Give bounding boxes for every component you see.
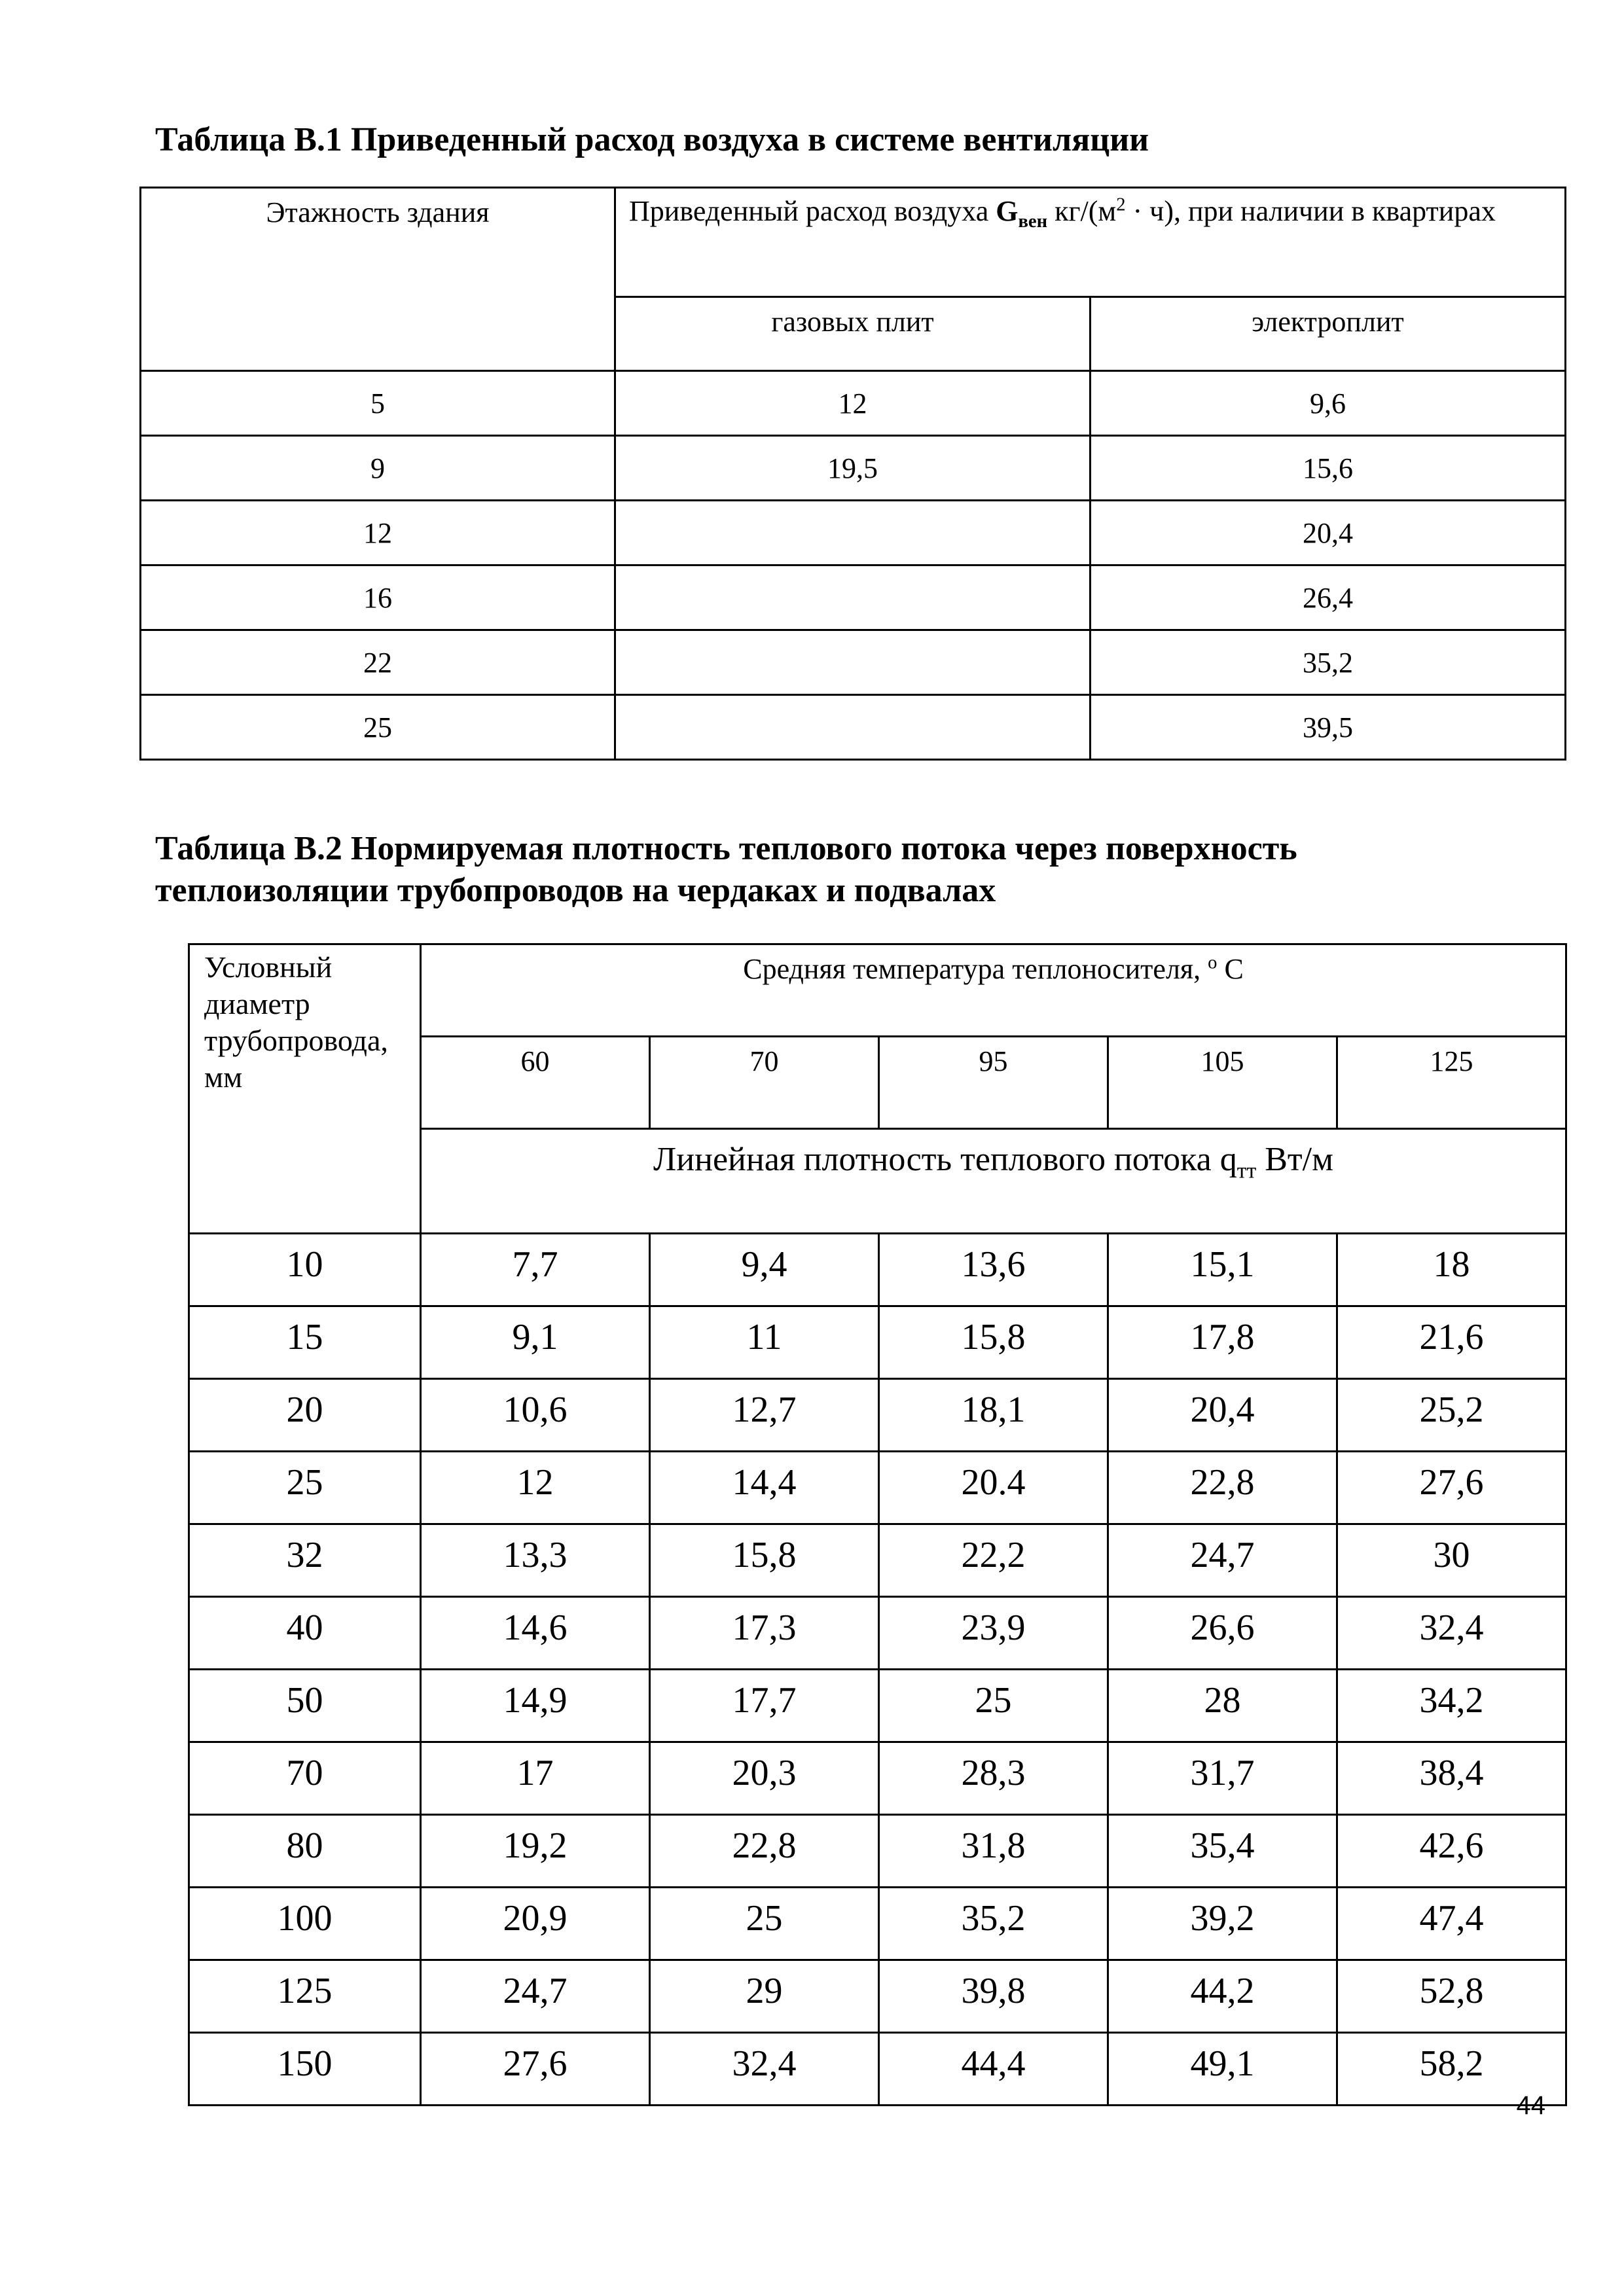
- table2-row: [189, 1524, 1566, 1597]
- table2: [188, 943, 1567, 2106]
- table1-cell-electric: 15,6: [1091, 436, 1566, 501]
- table1-cell-gas: [615, 630, 1091, 695]
- table1: [139, 187, 1566, 761]
- table1-cell-gas: 12: [615, 371, 1091, 436]
- table2-cell-diameter: 25: [189, 1452, 421, 1524]
- table1-cell-electric: 20,4: [1091, 501, 1566, 565]
- table2-cell-value: 9,1: [421, 1306, 650, 1379]
- table1-cell-gas: [615, 501, 1091, 565]
- table2-cell-diameter: 32: [189, 1524, 421, 1597]
- table2-cell-value: 13,6: [879, 1234, 1108, 1306]
- table2-cell-value: 24,7: [1108, 1524, 1337, 1597]
- table2-cell-value: 13,3: [421, 1524, 650, 1597]
- table2-cell-value: 22,2: [879, 1524, 1108, 1597]
- table1-row: [141, 501, 1566, 565]
- table2-cell-value: 31,7: [1108, 1742, 1337, 1815]
- table2-cell-diameter: 40: [189, 1597, 421, 1670]
- table2-row: [189, 1888, 1566, 1960]
- table2-cell-diameter: 10: [189, 1234, 421, 1306]
- table2-row: [189, 1815, 1566, 1888]
- table2-cell-value: 47,4: [1337, 1888, 1566, 1960]
- table2-cell-value: 25: [879, 1670, 1108, 1742]
- table2-cell-value: 21,6: [1337, 1306, 1566, 1379]
- table2-cell-value: 58,2: [1337, 2033, 1566, 2106]
- table2-cell-value: 7,7: [421, 1234, 650, 1306]
- table2-col-temperature: Средняя температура теплоносителя, $^o$ С: [421, 944, 1566, 1037]
- table1-title: Таблица В.1 Приведенный расход воздуха в системе вентиляции: [155, 121, 1149, 158]
- table2-cell-value: 17,8: [1108, 1306, 1337, 1379]
- table2-cell-diameter: 150: [189, 2033, 421, 2106]
- table2-cell-value: 12,7: [650, 1379, 879, 1452]
- table2-cell-value: 31,8: [879, 1815, 1108, 1888]
- table1-col-floors: Этажность здания: [141, 188, 615, 371]
- table2-cell-value: 44,4: [879, 2033, 1108, 2106]
- table1-row: [141, 436, 1566, 501]
- table2-cell-value: 14,9: [421, 1670, 650, 1742]
- table1-col-electric: электроплит: [1091, 297, 1566, 371]
- table2-cell-value: 14,6: [421, 1597, 650, 1670]
- table2-temperature-header: 60: [421, 1037, 650, 1129]
- table2-cell-value: 15,8: [879, 1306, 1108, 1379]
- table1-cell-floors: 5: [141, 371, 615, 436]
- table2-cell-value: 27,6: [421, 2033, 650, 2106]
- table2-cell-value: 17,3: [650, 1597, 879, 1670]
- table2-cell-value: 22,8: [650, 1815, 879, 1888]
- table2-cell-diameter: 100: [189, 1888, 421, 1960]
- page-number: 44: [1516, 2091, 1545, 2120]
- table2-cell-value: 17,7: [650, 1670, 879, 1742]
- table2-cell-value: 39,8: [879, 1960, 1108, 2033]
- table2-col-diameter: Условный диаметр трубопровода, мм: [189, 944, 421, 1234]
- table1-row: [141, 565, 1566, 630]
- table1-row: [141, 371, 1566, 436]
- table2-cell-value: 39,2: [1108, 1888, 1337, 1960]
- table1-cell-floors: 22: [141, 630, 615, 695]
- table2-cell-value: 24,7: [421, 1960, 650, 2033]
- table2-cell-value: 32,4: [650, 2033, 879, 2106]
- table2-row: [189, 1234, 1566, 1306]
- table2-temperature-header: 125: [1337, 1037, 1566, 1129]
- table2-cell-value: 44,2: [1108, 1960, 1337, 2033]
- table2-cell-value: 17: [421, 1742, 650, 1815]
- table1-cell-gas: 19,5: [615, 436, 1091, 501]
- table2-row: [189, 1379, 1566, 1452]
- table2-cell-value: 28: [1108, 1670, 1337, 1742]
- table1-cell-floors: 12: [141, 501, 615, 565]
- table2-cell-value: 14,4: [650, 1452, 879, 1524]
- table1-cell-floors: 9: [141, 436, 615, 501]
- table2-temperature-header: 70: [650, 1037, 879, 1129]
- table1-cell-electric: 39,5: [1091, 695, 1566, 760]
- table2-cell-value: 15,1: [1108, 1234, 1337, 1306]
- table2-cell-diameter: 80: [189, 1815, 421, 1888]
- table2-cell-value: 27,6: [1337, 1452, 1566, 1524]
- table1-col-gas: газовых плит: [615, 297, 1091, 371]
- table2-cell-value: 22,8: [1108, 1452, 1337, 1524]
- table1-cell-electric: 26,4: [1091, 565, 1566, 630]
- table1-cell-electric: 35,2: [1091, 630, 1566, 695]
- table2-cell-diameter: 50: [189, 1670, 421, 1742]
- table2-cell-value: 25: [650, 1888, 879, 1960]
- table1-cell-gas: [615, 565, 1091, 630]
- table2-col-linear-density: Линейная плотность теплового потока $q_{тт}$ Вт/м: [421, 1129, 1566, 1234]
- table2-cell-value: 18: [1337, 1234, 1566, 1306]
- table2-cell-value: 30: [1337, 1524, 1566, 1597]
- table2-cell-diameter: 15: [189, 1306, 421, 1379]
- table2-row: [189, 1742, 1566, 1815]
- table1-cell-floors: 25: [141, 695, 615, 760]
- table2-temperature-header: 95: [879, 1037, 1108, 1129]
- table2-cell-value: 15,8: [650, 1524, 879, 1597]
- table2-cell-value: 35,2: [879, 1888, 1108, 1960]
- table2-cell-value: 9,4: [650, 1234, 879, 1306]
- table2-row: [189, 1597, 1566, 1670]
- table2-row: [189, 1960, 1566, 2033]
- table2-cell-value: 20,3: [650, 1742, 879, 1815]
- table2-row: [189, 1306, 1566, 1379]
- table1-row: [141, 630, 1566, 695]
- table2-cell-value: 25,2: [1337, 1379, 1566, 1452]
- table1-cell-electric: 9,6: [1091, 371, 1566, 436]
- table2-row: [189, 2033, 1566, 2106]
- table2-cell-value: 20,4: [1108, 1379, 1337, 1452]
- table2-cell-value: 38,4: [1337, 1742, 1566, 1815]
- table2-cell-value: 32,4: [1337, 1597, 1566, 1670]
- table2-title: Таблица В.2 Нормируемая плотность теплового потока через поверхность теплоизоляции трубопроводов на чердаках и подвалах: [155, 830, 1297, 909]
- table2-cell-value: 26,6: [1108, 1597, 1337, 1670]
- table2-row: [189, 1452, 1566, 1524]
- table2-cell-diameter: 70: [189, 1742, 421, 1815]
- table2-cell-value: 18,1: [879, 1379, 1108, 1452]
- table2-temperature-header: 105: [1108, 1037, 1337, 1129]
- table2-cell-value: 10,6: [421, 1379, 650, 1452]
- table2-cell-value: 49,1: [1108, 2033, 1337, 2106]
- table1-cell-gas: [615, 695, 1091, 760]
- table2-cell-value: 20.4: [879, 1452, 1108, 1524]
- table2-cell-diameter: 125: [189, 1960, 421, 2033]
- table2-cell-value: 19,2: [421, 1815, 650, 1888]
- table2-cell-value: 12: [421, 1452, 650, 1524]
- table2-cell-value: 34,2: [1337, 1670, 1566, 1742]
- table1-col-air: Приведенный расход воздуха $G_{вен}$ $кг/(м^2 \cdot ч)$, при наличии в квартирах: [615, 188, 1566, 297]
- table2-cell-value: 35,4: [1108, 1815, 1337, 1888]
- table1-row: [141, 695, 1566, 760]
- table2-cell-diameter: 20: [189, 1379, 421, 1452]
- table2-cell-value: 52,8: [1337, 1960, 1566, 2033]
- table2-cell-value: 29: [650, 1960, 879, 2033]
- table2-cell-value: 11: [650, 1306, 879, 1379]
- table2-cell-value: 42,6: [1337, 1815, 1566, 1888]
- table2-row: [189, 1670, 1566, 1742]
- table2-cell-value: 20,9: [421, 1888, 650, 1960]
- table2-cell-value: 28,3: [879, 1742, 1108, 1815]
- table1-cell-floors: 16: [141, 565, 615, 630]
- table2-cell-value: 23,9: [879, 1597, 1108, 1670]
